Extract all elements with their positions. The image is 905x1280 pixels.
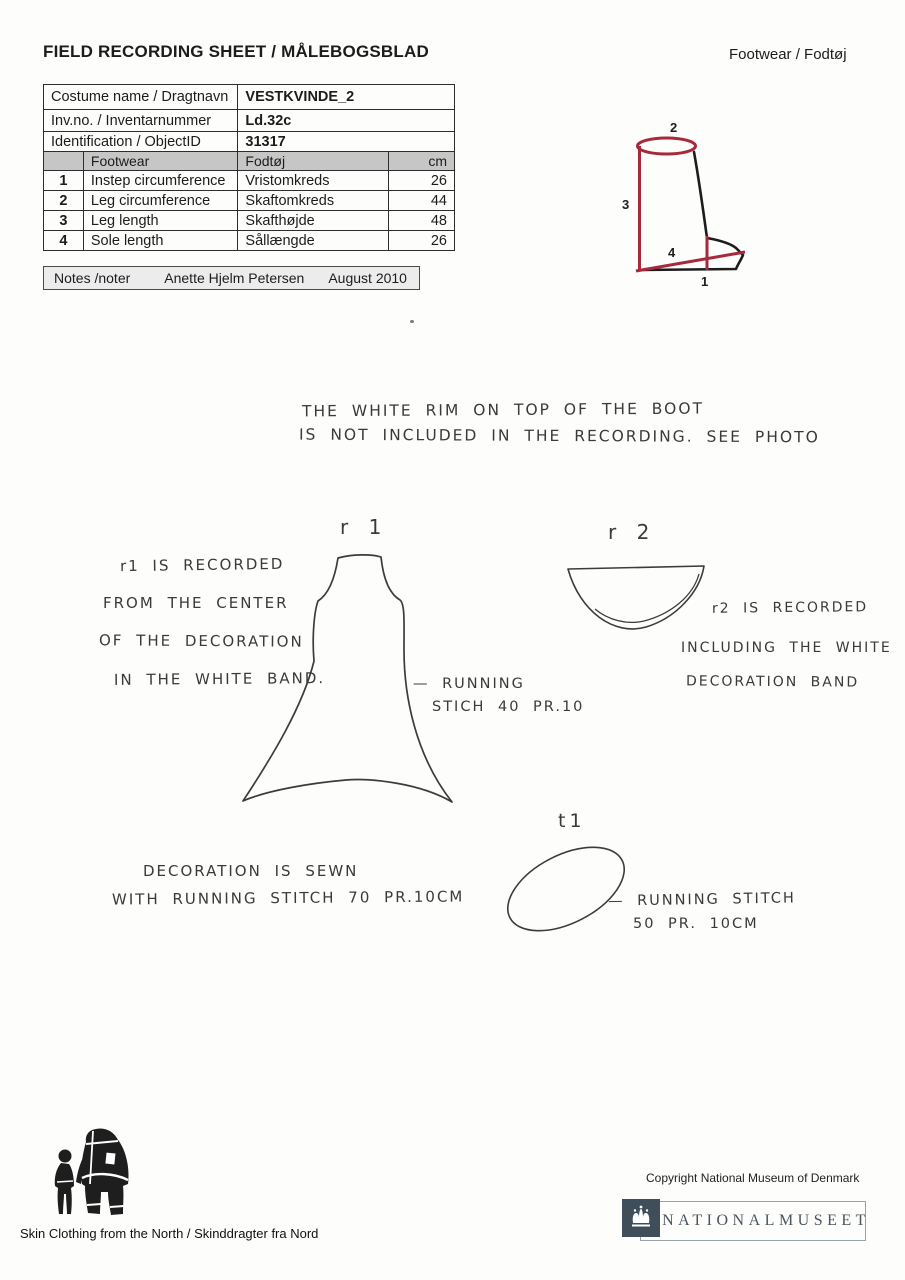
diagram-label-2: 2 <box>670 120 678 135</box>
info-value: Ld.32c <box>238 110 455 132</box>
measure-row <box>44 211 455 231</box>
r1-note-line3: OF THE DECORATION <box>98 631 304 651</box>
r1-stitch-note-line1: — RUNNING <box>413 676 525 692</box>
diagram-label-3: 3 <box>622 197 630 212</box>
crown-orb-right <box>646 1209 648 1211</box>
t1-stitch-note-line2: 50 PR. 10CM <box>633 916 759 932</box>
row-en: Sole length <box>83 231 238 251</box>
row-cm: 26 <box>388 171 454 191</box>
handwritten-rim-note-line2: IS NOT INCLUDED IN THE RECORDING. SEE PHOTO <box>298 425 820 447</box>
row-en: Instep circumference <box>83 171 238 191</box>
info-row-invno <box>44 110 455 132</box>
measure-header-row <box>44 152 455 171</box>
child-head <box>59 1150 72 1163</box>
info-value: 31317 <box>238 132 455 152</box>
row-da: Skafthøjde <box>238 211 388 231</box>
r2-label: r 2 <box>608 520 654 544</box>
row-da: Vristomkreds <box>238 171 388 191</box>
decoration-note-line1: DECORATION IS SEWN <box>143 862 359 880</box>
info-label: Identification / ObjectID <box>44 132 238 152</box>
row-num: 4 <box>44 231 84 251</box>
measure-line-2-leg-circumference <box>638 138 696 154</box>
col-unit: cm <box>388 152 454 171</box>
row-num: 1 <box>44 171 84 191</box>
notes-box <box>43 266 420 290</box>
child-trim <box>57 1181 73 1182</box>
col-fodtoj: Fodtøj <box>238 152 388 171</box>
page-title: FIELD RECORDING SHEET / MÅLEBOGSBLAD <box>43 42 429 61</box>
row-cm: 48 <box>388 211 454 231</box>
category-label: Footwear / Fodtøj <box>729 46 847 63</box>
info-value: VESTKVINDE_2 <box>238 85 455 110</box>
r1-note-line1: r1 IS RECORDED <box>119 554 285 576</box>
info-row-objectid <box>44 132 455 152</box>
r2-inner-band-line <box>595 574 699 622</box>
row-da: Sållængde <box>238 231 388 251</box>
r1-note-line2: FROM THE CENTER <box>103 594 289 612</box>
boot-measurement-diagram <box>605 110 765 295</box>
info-row-costume <box>44 85 455 110</box>
recording-table <box>43 84 455 251</box>
inuit-family-logo <box>52 1126 142 1220</box>
r2-note-line2: INCLUDING THE WHITE <box>681 640 892 656</box>
notes-date: August 2010 <box>328 270 407 286</box>
handwritten-rim-note-line1: THE WHITE RIM ON TOP OF THE BOOT <box>301 399 705 421</box>
copyright-text: Copyright National Museum of Denmark <box>646 1171 860 1185</box>
notes-label: Notes /noter <box>54 270 131 286</box>
boot-outline <box>641 152 743 270</box>
row-en: Leg length <box>83 211 238 231</box>
col-footwear: Footwear <box>83 152 238 171</box>
t1-outline <box>494 836 637 944</box>
row-da: Skaftomkreds <box>238 191 388 211</box>
r2-note-line1: r2 IS RECORDED <box>711 599 869 617</box>
decoration-note-line2: WITH RUNNING STITCH 70 PR.10CM <box>111 887 465 909</box>
t1-pattern-sketch <box>493 836 643 944</box>
col-num <box>44 152 84 171</box>
parka-patch <box>105 1153 115 1165</box>
r1-label: r 1 <box>340 515 386 539</box>
measure-row <box>44 231 455 251</box>
notes-author: Anette Hjelm Petersen <box>164 270 305 286</box>
measure-row <box>44 191 455 211</box>
measure-row <box>44 171 455 191</box>
row-en: Leg circumference <box>83 191 238 211</box>
info-label: Costume name / Dragtnavn <box>44 85 238 110</box>
row-num: 2 <box>44 191 84 211</box>
r1-stitch-note-line2: STICH 40 PR.10 <box>432 699 585 715</box>
row-cm: 26 <box>388 231 454 251</box>
scan-artifact <box>410 320 414 323</box>
footer-caption: Skin Clothing from the North / Skinddragter fra Nord <box>20 1226 319 1241</box>
crown-orb-left <box>634 1209 636 1211</box>
row-cm: 44 <box>388 191 454 211</box>
r2-outline <box>568 566 704 629</box>
diagram-label-4: 4 <box>668 245 676 260</box>
r2-note-line3: DECORATION BAND <box>685 673 860 691</box>
child-silhouette <box>55 1163 74 1214</box>
t1-stitch-note-line1: — RUNNING STITCH <box>607 890 796 910</box>
info-label: Inv.no. / Inventarnummer <box>44 110 238 132</box>
diagram-label-1: 1 <box>701 274 709 289</box>
r2-pattern-sketch <box>558 556 718 638</box>
nationalmuseet-wordmark: NATIONALMUSEET <box>662 1212 870 1229</box>
nationalmuseet-logo-box <box>640 1201 870 1241</box>
t1-label: t1 <box>558 810 586 832</box>
crown-orb-center <box>640 1206 643 1209</box>
row-num: 3 <box>44 211 84 231</box>
crown-icon <box>622 1199 660 1237</box>
r1-note-line4: IN THE WHITE BAND. <box>113 669 326 689</box>
